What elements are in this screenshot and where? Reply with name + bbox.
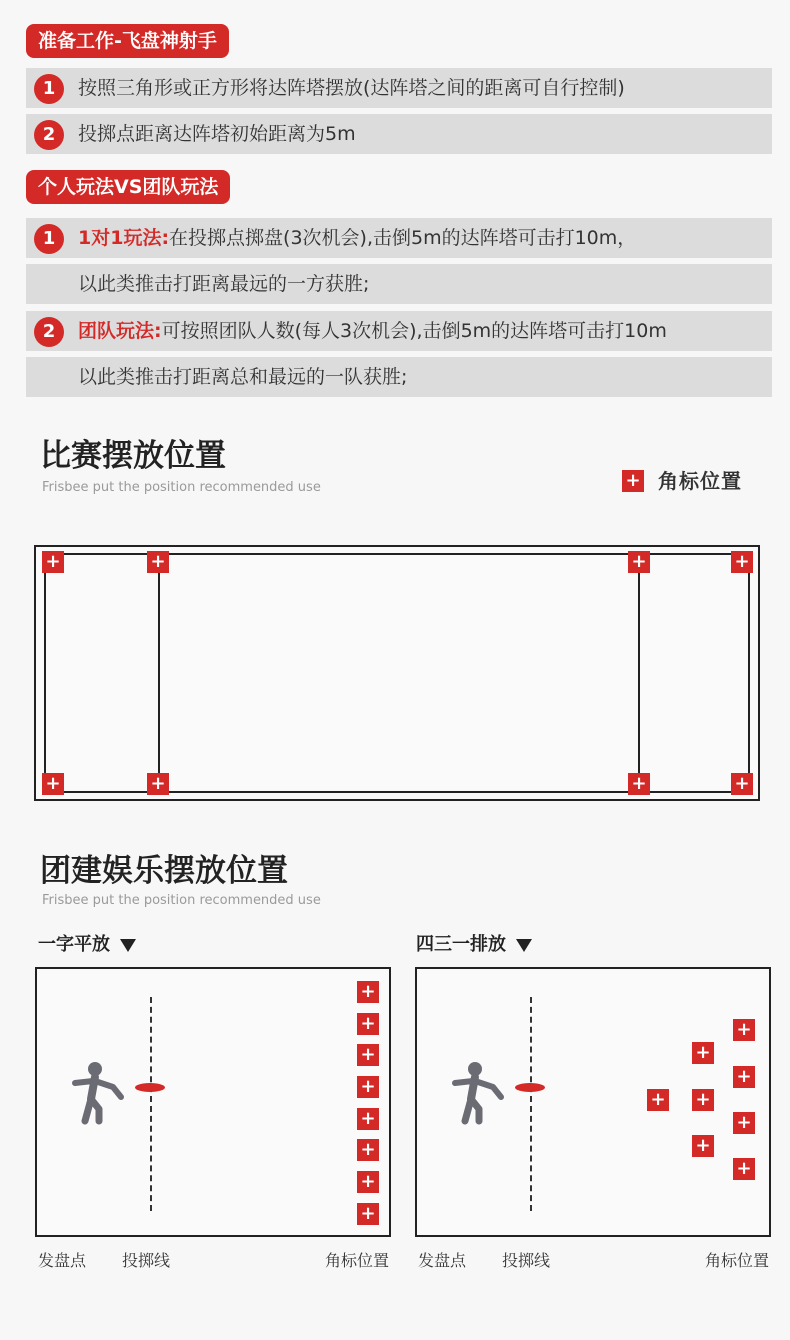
corner-marker-icon: + bbox=[357, 981, 379, 1003]
corner-marker-icon: + bbox=[647, 1089, 669, 1111]
corner-marker-icon: + bbox=[733, 1019, 755, 1041]
corner-marker-icon: + bbox=[628, 551, 650, 573]
mode-description: 以此类推击打距离总和最远的一队获胜; bbox=[78, 366, 408, 388]
modes-tag: 个人玩法VS团队玩法 bbox=[26, 170, 230, 204]
triangle-down-icon bbox=[516, 939, 532, 952]
corner-marker-icon: + bbox=[147, 551, 169, 573]
mode-highlight: 1对1玩法: bbox=[78, 227, 170, 249]
corner-marker-icon: + bbox=[357, 1203, 379, 1225]
layout-2-title bbox=[416, 930, 532, 956]
step-number-badge: 1 bbox=[34, 224, 64, 254]
mode-description: 可按照团队人数(每人3次机会),击倒5m的达阵塔可击打10m bbox=[161, 320, 667, 342]
mode-description: 在投掷点掷盘(3次机会),击倒5m的达阵塔可击打10m， bbox=[169, 227, 637, 249]
layout-2-title-text: 四三一排放 bbox=[416, 934, 506, 955]
mode-description: 以此类推击打距离最远的一方获胜; bbox=[78, 273, 370, 295]
mode-highlight: 团队玩法: bbox=[78, 320, 162, 342]
corner-marker-icon: + bbox=[357, 1076, 379, 1098]
corner-marker-icon: + bbox=[357, 1171, 379, 1193]
mode-2-line-1 bbox=[26, 311, 772, 351]
mode-2-line-2 bbox=[26, 357, 772, 397]
legend-label: 角标位置 bbox=[658, 469, 742, 493]
mode-text bbox=[78, 218, 636, 258]
competition-title: 比赛摆放位置 bbox=[40, 438, 226, 474]
throw-line bbox=[530, 997, 532, 1211]
throw-line bbox=[150, 997, 152, 1211]
corner-marker-icon: + bbox=[733, 1158, 755, 1180]
step-number-badge: 1 bbox=[34, 74, 64, 104]
corner-marker-icon: + bbox=[357, 1044, 379, 1066]
corner-marker-icon: + bbox=[42, 551, 64, 573]
layout-2-caption-line: 投掷线 bbox=[502, 1251, 551, 1270]
corner-marker-icon: + bbox=[357, 1139, 379, 1161]
team-subtitle: Frisbee put the position recommended use bbox=[42, 893, 321, 908]
corner-marker-icon: + bbox=[622, 470, 644, 492]
layout-2-caption-start: 发盘点 bbox=[418, 1251, 467, 1270]
corner-marker-icon: + bbox=[731, 551, 753, 573]
corner-marker-icon: + bbox=[733, 1112, 755, 1134]
layout-1-panel bbox=[35, 967, 391, 1237]
layout-1-caption-marker: 角标位置 bbox=[325, 1251, 390, 1270]
layout-2-caption-marker: 角标位置 bbox=[705, 1251, 770, 1270]
layout-1-title bbox=[38, 930, 136, 956]
layout-1-caption-start: 发盘点 bbox=[38, 1251, 87, 1270]
court-line-left bbox=[158, 553, 160, 793]
competition-subtitle: Frisbee put the position recommended use bbox=[42, 480, 321, 495]
corner-marker-icon: + bbox=[357, 1108, 379, 1130]
thrower-figure-icon bbox=[71, 1061, 125, 1125]
team-title: 团建娱乐摆放位置 bbox=[40, 853, 288, 889]
frisbee-icon bbox=[135, 1083, 165, 1092]
prep-item-2 bbox=[26, 114, 772, 154]
corner-marker-icon: + bbox=[731, 773, 753, 795]
layout-1-caption-line: 投掷线 bbox=[122, 1251, 171, 1270]
layout-2-panel bbox=[415, 967, 771, 1237]
corner-marker-icon: + bbox=[733, 1066, 755, 1088]
prep-item-text: 按照三角形或正方形将达阵塔摆放(达阵塔之间的距离可自行控制) bbox=[78, 77, 625, 99]
corner-marker-icon: + bbox=[357, 1013, 379, 1035]
corner-marker-icon: + bbox=[692, 1135, 714, 1157]
corner-marker-icon: + bbox=[628, 773, 650, 795]
court-inner-border bbox=[44, 553, 750, 793]
mode-1-line-2 bbox=[26, 264, 772, 304]
mode-text bbox=[78, 311, 667, 351]
prep-item-1 bbox=[26, 68, 772, 108]
step-number-badge: 2 bbox=[34, 120, 64, 150]
frisbee-icon bbox=[515, 1083, 545, 1092]
prep-item-text: 投掷点距离达阵塔初始距离为5m bbox=[78, 123, 356, 145]
prep-tag: 准备工作-飞盘神射手 bbox=[26, 24, 229, 58]
step-number-badge: 2 bbox=[34, 317, 64, 347]
corner-marker-icon: + bbox=[692, 1089, 714, 1111]
layout-1-title-text: 一字平放 bbox=[38, 934, 110, 955]
thrower-figure-icon bbox=[451, 1061, 505, 1125]
corner-marker-icon: + bbox=[147, 773, 169, 795]
court-line-right bbox=[638, 553, 640, 793]
corner-marker-icon: + bbox=[692, 1042, 714, 1064]
triangle-down-icon bbox=[120, 939, 136, 952]
corner-marker-icon: + bbox=[42, 773, 64, 795]
mode-1-line-1 bbox=[26, 218, 772, 258]
